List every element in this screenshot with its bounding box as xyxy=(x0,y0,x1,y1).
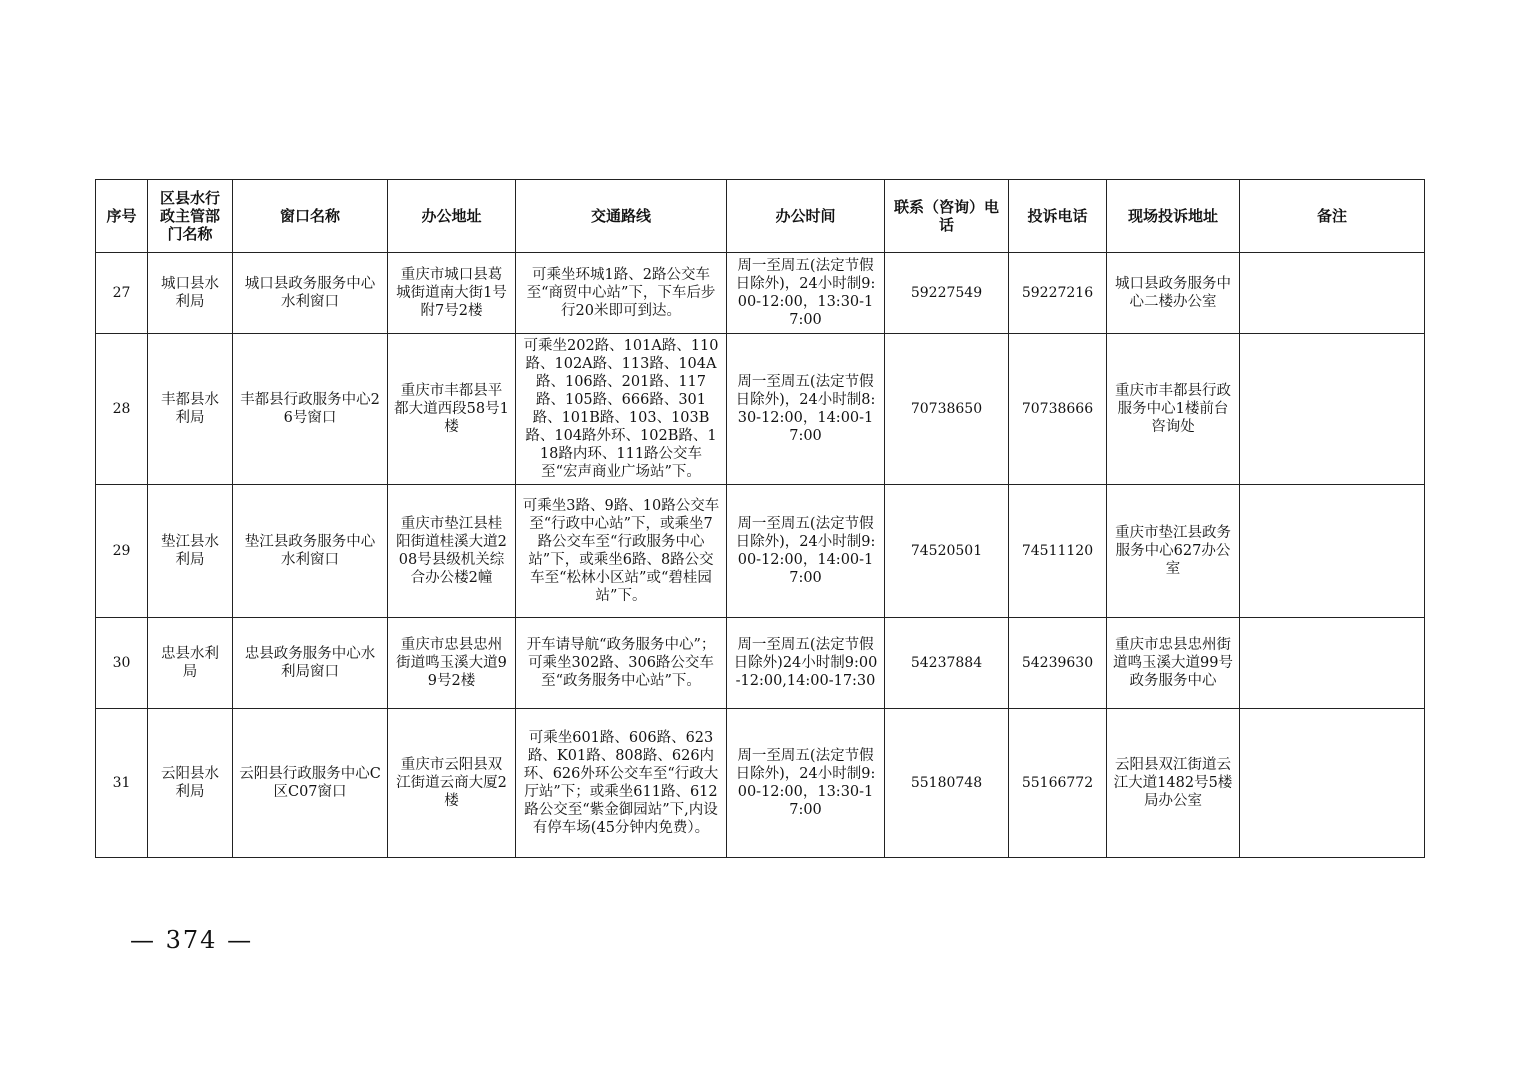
page-number: — 374 — xyxy=(130,926,254,954)
cell-department: 云阳县水利局 xyxy=(148,709,233,858)
cell-address: 重庆市忠县忠州街道鸣玉溪大道99号2楼 xyxy=(388,618,516,709)
table-row xyxy=(96,709,1425,858)
cell-contact-phone: 59227549 xyxy=(885,253,1009,334)
cell-department: 忠县水利局 xyxy=(148,618,233,709)
cell-index: 27 xyxy=(96,253,148,334)
cell-window-name: 城口县政务服务中心水利窗口 xyxy=(233,253,388,334)
cell-hours: 周一至周五(法定节假日除外)24小时制9:00-12:00,14:00-17:30 xyxy=(727,618,885,709)
cell-complaint-address: 云阳县双江街道云江大道1482号5楼局办公室 xyxy=(1107,709,1240,858)
cell-contact-phone: 74520501 xyxy=(885,485,1009,618)
cell-department: 垫江县水利局 xyxy=(148,485,233,618)
cell-contact-phone: 70738650 xyxy=(885,334,1009,485)
header-remarks: 备注 xyxy=(1240,180,1425,253)
cell-complaint-phone: 54239630 xyxy=(1009,618,1107,709)
cell-transport: 可乘坐环城1路、2路公交车至“商贸中心站”下，下车后步行20米即可到达。 xyxy=(516,253,727,334)
cell-index: 31 xyxy=(96,709,148,858)
cell-index: 29 xyxy=(96,485,148,618)
cell-complaint-address: 重庆市垫江县政务服务中心627办公室 xyxy=(1107,485,1240,618)
cell-transport: 可乘坐601路、606路、623路、K01路、808路、626内环、626外环公交车至“行政大厅站”下；或乘坐611路、612路公交至“紫金御园站”下,内设有停车场(45分钟内免费）。 xyxy=(516,709,727,858)
cell-transport: 可乘坐202路、101A路、110路、102A路、113路、104A路、106路、201路、117路、105路、666路、301路、101B路、103、103B路、104路外环、102B路、118路内环、111路公交车至“宏声商业广场站”下。 xyxy=(516,334,727,485)
cell-remarks xyxy=(1240,334,1425,485)
cell-hours: 周一至周五(法定节假日除外)，24小时制9:00-12:00，13:30-17:00 xyxy=(727,709,885,858)
cell-index: 28 xyxy=(96,334,148,485)
table-row xyxy=(96,253,1425,334)
cell-contact-phone: 54237884 xyxy=(885,618,1009,709)
header-transport: 交通路线 xyxy=(516,180,727,253)
cell-department: 丰都县水利局 xyxy=(148,334,233,485)
cell-complaint-phone: 70738666 xyxy=(1009,334,1107,485)
cell-remarks xyxy=(1240,485,1425,618)
header-hours: 办公时间 xyxy=(727,180,885,253)
cell-remarks xyxy=(1240,618,1425,709)
header-address: 办公地址 xyxy=(388,180,516,253)
cell-index: 30 xyxy=(96,618,148,709)
cell-complaint-phone: 59227216 xyxy=(1009,253,1107,334)
cell-remarks xyxy=(1240,253,1425,334)
cell-window-name: 云阳县行政服务中心C区C07窗口 xyxy=(233,709,388,858)
cell-address: 重庆市丰都县平都大道西段58号1楼 xyxy=(388,334,516,485)
cell-department: 城口县水利局 xyxy=(148,253,233,334)
header-window-name: 窗口名称 xyxy=(233,180,388,253)
cell-window-name: 丰都县行政服务中心26号窗口 xyxy=(233,334,388,485)
header-index: 序号 xyxy=(96,180,148,253)
cell-address: 重庆市云阳县双江街道云商大厦2楼 xyxy=(388,709,516,858)
cell-address: 重庆市垫江县桂阳街道桂溪大道208号县级机关综合办公楼2幢 xyxy=(388,485,516,618)
cell-window-name: 垫江县政务服务中心水利窗口 xyxy=(233,485,388,618)
cell-transport: 开车请导航“政务服务中心”；可乘坐302路、306路公交车至“政务服务中心站”下。 xyxy=(516,618,727,709)
cell-complaint-address: 城口县政务服务中心二楼办公室 xyxy=(1107,253,1240,334)
header-complaint-phone: 投诉电话 xyxy=(1009,180,1107,253)
table-row xyxy=(96,485,1425,618)
table-row xyxy=(96,334,1425,485)
cell-complaint-phone: 55166772 xyxy=(1009,709,1107,858)
service-window-table xyxy=(95,179,1425,858)
cell-remarks xyxy=(1240,709,1425,858)
table-header-row xyxy=(96,180,1425,253)
cell-hours: 周一至周五(法定节假日除外)，24小时制8:30-12:00，14:00-17:00 xyxy=(727,334,885,485)
cell-complaint-address: 重庆市忠县忠州街道鸣玉溪大道99号政务服务中心 xyxy=(1107,618,1240,709)
cell-hours: 周一至周五(法定节假日除外)，24小时制9:00-12:00，13:30-17:00 xyxy=(727,253,885,334)
cell-address: 重庆市城口县葛城街道南大街1号附7号2楼 xyxy=(388,253,516,334)
header-department: 区县水行政主管部门名称 xyxy=(148,180,233,253)
cell-hours: 周一至周五(法定节假日除外)，24小时制9:00-12:00，14:00-17:00 xyxy=(727,485,885,618)
cell-contact-phone: 55180748 xyxy=(885,709,1009,858)
header-complaint-address: 现场投诉地址 xyxy=(1107,180,1240,253)
cell-complaint-phone: 74511120 xyxy=(1009,485,1107,618)
cell-window-name: 忠县政务服务中心水利局窗口 xyxy=(233,618,388,709)
cell-transport: 可乘坐3路、9路、10路公交车至“行政中心站”下，或乘坐7路公交车至“行政服务中心站”下，或乘坐6路、8路公交车至“松林小区站”或“碧桂园站”下。 xyxy=(516,485,727,618)
table-row xyxy=(96,618,1425,709)
cell-complaint-address: 重庆市丰都县行政服务中心1楼前台咨询处 xyxy=(1107,334,1240,485)
header-contact-phone: 联系（咨询）电话 xyxy=(885,180,1009,253)
